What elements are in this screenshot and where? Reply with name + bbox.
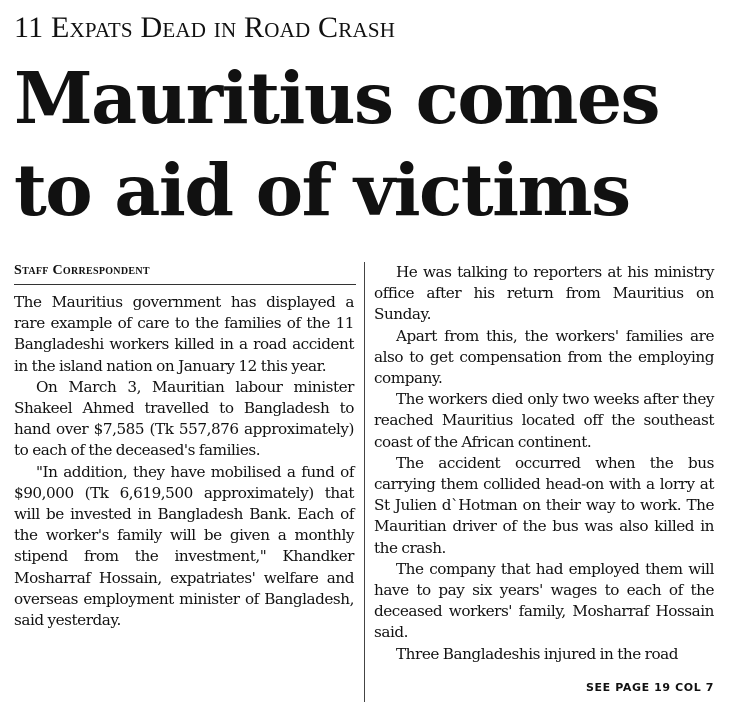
paragraph: Apart from this, the workers' families are also to get compensation from the employing company. [374, 326, 714, 388]
paragraph: He was talking to reporters at his ministry office after his return from Mauritius on Sunday. [374, 263, 714, 324]
paragraph: Three Bangladeshis injured in the road [396, 644, 679, 663]
headline-line-2: to aid of victims [14, 148, 630, 232]
byline-rule [14, 284, 356, 285]
paragraph: On March 3, Mauritian labour minister Shakeel Ahmed travelled to Bangladesh to hand over $7,585 (Tk 557,876 approximately) to each of the deceased's families. [14, 377, 354, 460]
article-column-right [374, 262, 714, 665]
paragraph: The workers died only two weeks after they reached Mauritius located off the southeast coast of the African continent. [374, 390, 714, 451]
article-kicker: 11 Expats Dead in Road Crash [14, 11, 396, 44]
byline: Staff Correspondent [14, 263, 150, 278]
article-headline [14, 52, 724, 236]
column-divider [364, 262, 365, 702]
article-column-left [14, 292, 354, 631]
paragraph: The accident occurred when the bus carrying them collided head-on with a lorry at St Julien d`Hotman on their way to work. The Mauritian driver of the bus was also killed in the crash. [374, 453, 714, 557]
paragraph: The company that had employed them will have to pay six years' wages to each of the deceased workers' family, Mosharraf Hossain said. [374, 559, 714, 642]
paragraph: "In addition, they have mobilised a fund of $90,000 (Tk 6,619,500 approximately) that will be invested in Bangladesh Bank. Each of the worker's family will be given a monthly stipend from the investment," Khandker Mosharraf Hossain, expatriates' welfare and overseas employment minister of Bangladesh, said yesterday. [14, 462, 354, 630]
paragraph: The Mauritius government has displayed a rare example of care to the families of the 11 Bangladeshi workers killed in a road accident in the island nation on January 12 this year. [14, 293, 354, 375]
headline-line-1: Mauritius comes [14, 56, 660, 140]
continuation-jump-line: SEE PAGE 19 COL 7 [586, 681, 714, 694]
